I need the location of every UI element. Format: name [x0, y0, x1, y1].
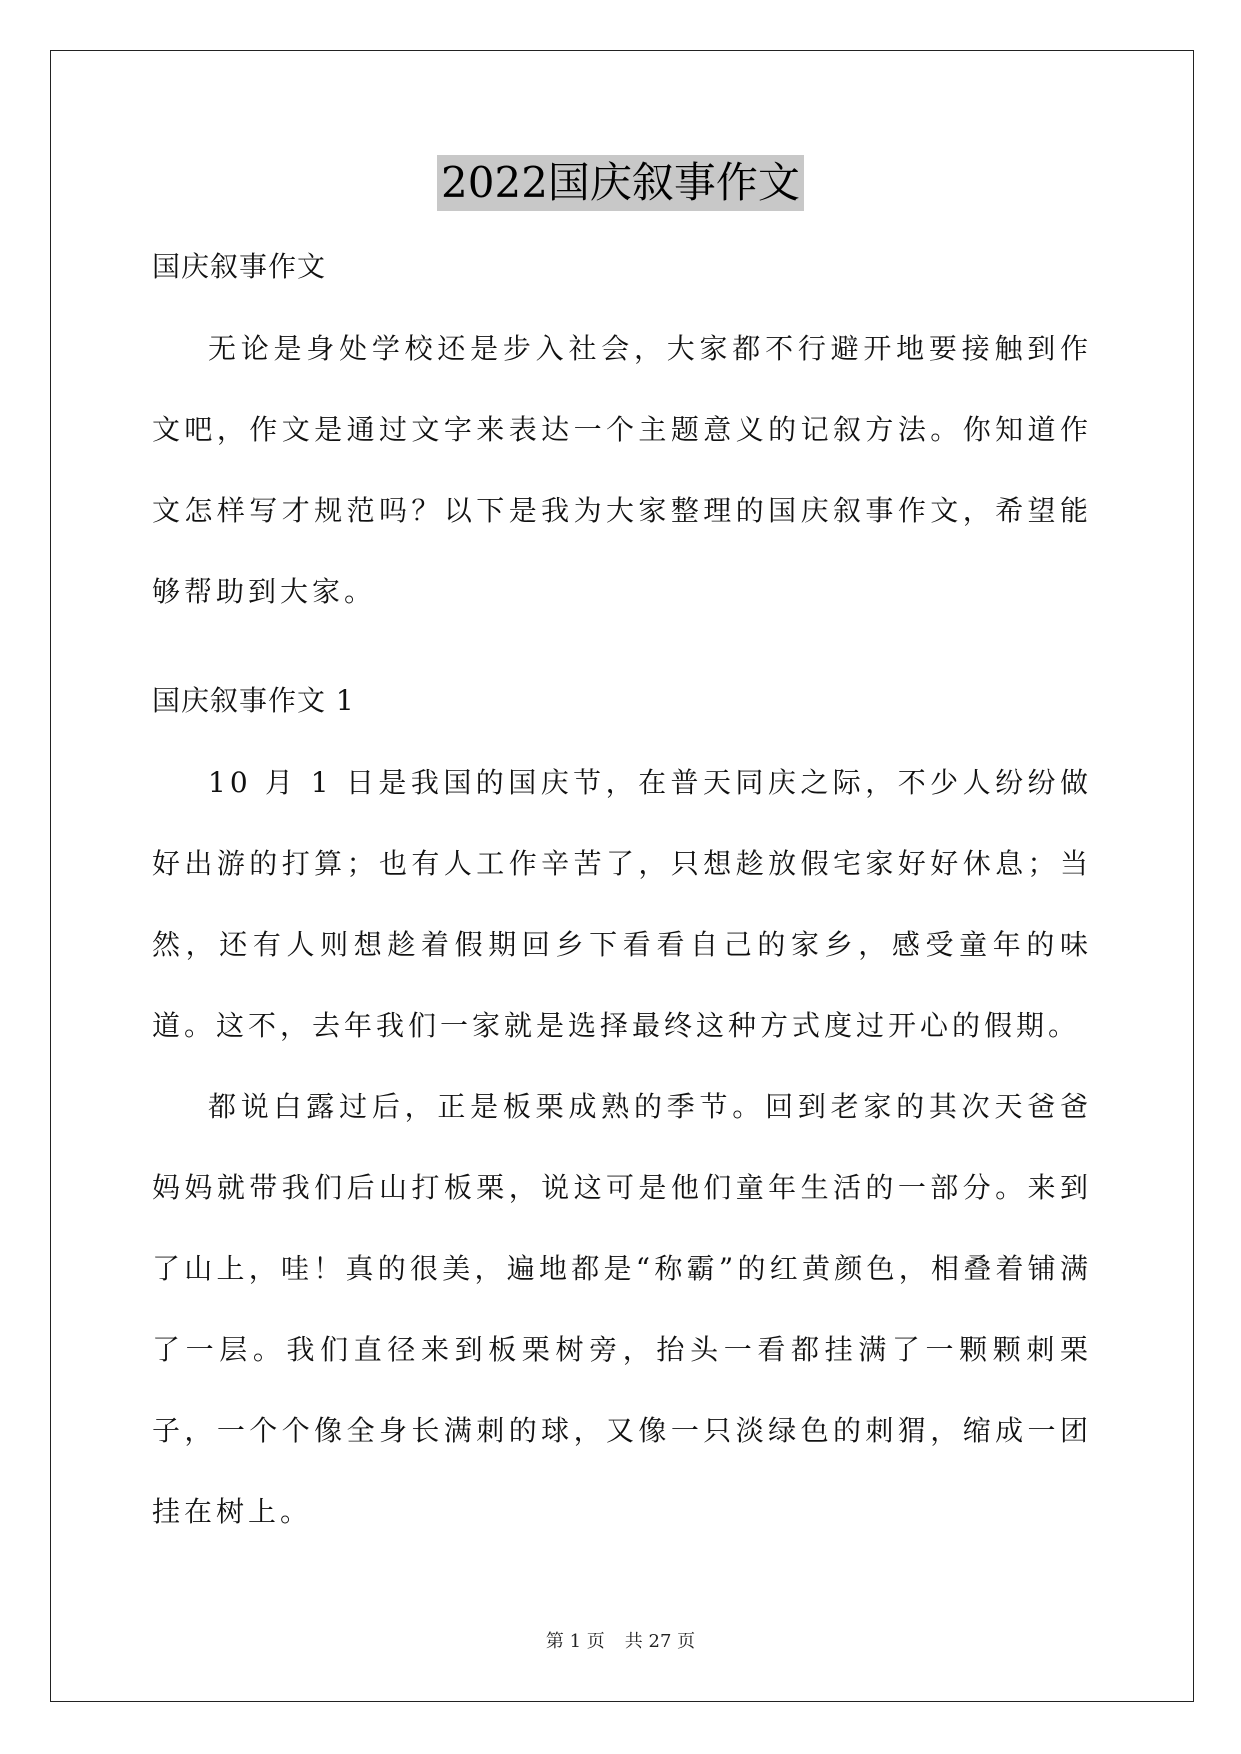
page-number: 第 1 页 [545, 1631, 605, 1652]
document-title: 2022国庆叙事作文 [437, 155, 804, 211]
body-paragraph-2: 都说白露过后，正是板栗成熟的季节。回到老家的其次天爸爸妈妈就带我们后山打板栗，说这可是他们童年生活的一部分。来到了山上，哇！真的很美，遍地都是“称霸”的红黄颜色，相叠着铺满了一层。我们直径来到板栗树旁，抬头一看都挂满了一颗颗刺栗子，一个个像全身长满刺的球，又像一只淡绿色的刺猬，缩成一团挂在树上。 [152, 1090, 1092, 1528]
title-container [0, 155, 1241, 211]
section-spacer [152, 632, 1092, 674]
intro-paragraph: 无论是身处学校还是步入社会，大家都不行避开地要接触到作文吧，作文是通过文字来表达一个主题意义的记叙方法。你知道作文怎样写才规范吗？以下是我为大家整理的国庆叙事作文，希望能够帮助到大家。 [152, 332, 1092, 608]
document-subtitle: 国庆叙事作文 [152, 250, 327, 283]
body-paragraph-1: 10 月 1 日是我国的国庆节，在普天同庆之际，不少人纷纷做好出游的打算；也有人工作辛苦了，只想趁放假宅家好好休息；当然，还有人则想趁着假期回乡下看看自己的家乡，感受童年的味道。这不，去年我们一家就是选择最终这种方式度过开心的假期。 [152, 766, 1092, 1042]
section-heading: 国庆叙事作文 1 [152, 684, 355, 717]
document-body [152, 240, 1092, 1552]
page-total: 共 27 页 [624, 1631, 696, 1652]
page-footer [0, 1630, 1241, 1654]
